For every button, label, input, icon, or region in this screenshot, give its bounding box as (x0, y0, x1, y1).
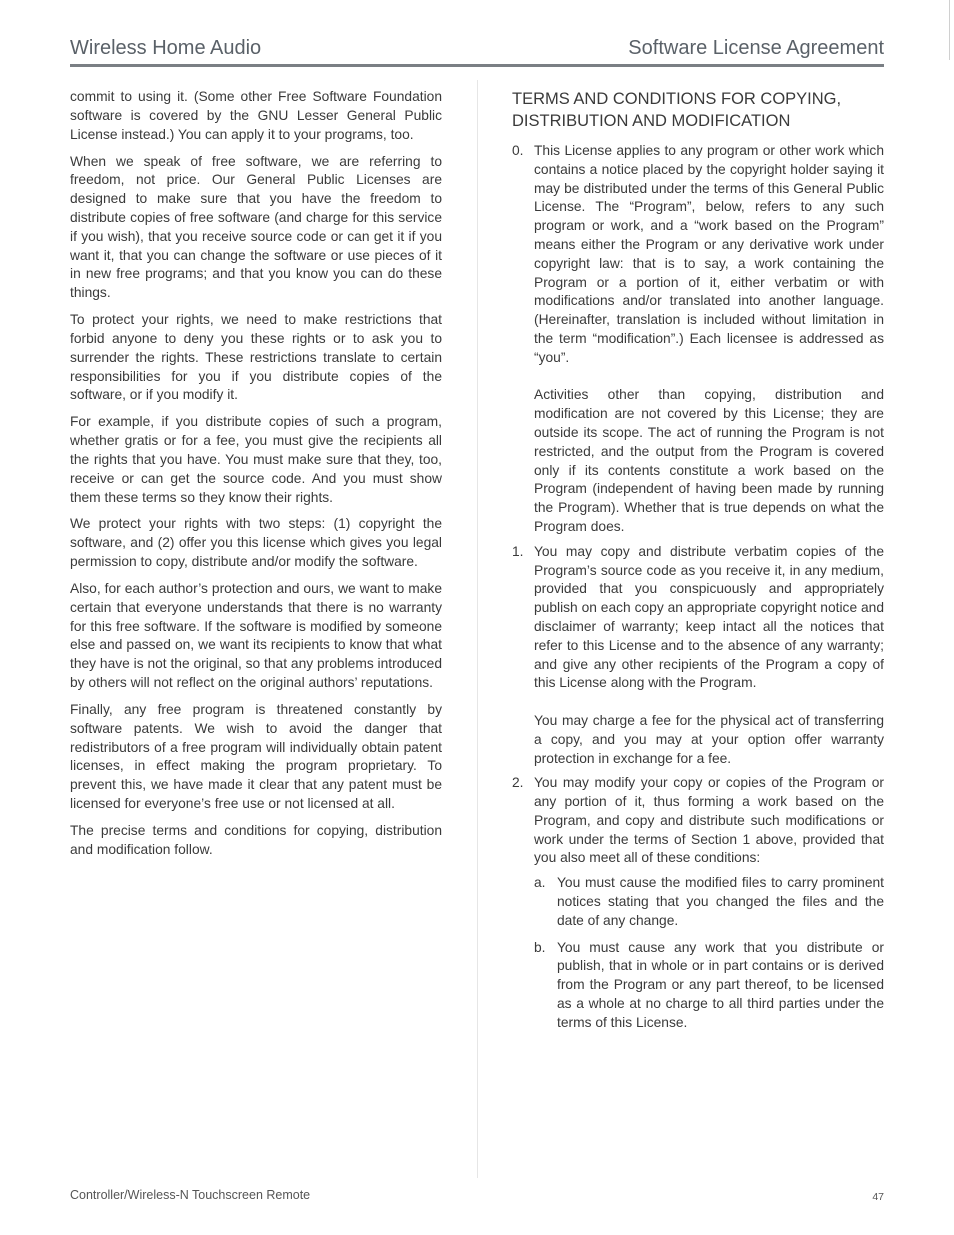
body-paragraph: The precise terms and conditions for copying, distribution and modification follow. (70, 823, 442, 857)
subitem-text: You must cause the modified files to carry prominent notices stating that you changed the files and the date of any change. (557, 875, 884, 928)
item-number: 0. (512, 143, 524, 158)
body-paragraph: commit to using it. (Some other Free Software Foundation software is covered by the GNU Lesser General Public License instead.) You can apply it to your programs, too. (70, 89, 442, 142)
body-paragraph: We protect your rights with two steps: (1) copyright the software, and (2) offer you this license which gives you legal permission to copy, distribute and/or modify the software. (70, 516, 442, 570)
page-number: 47 (872, 1191, 884, 1203)
terms-item-2 (512, 774, 884, 1032)
subitem-text: You must cause any work that you distribute or publish, that in whole or in part contains or is derived from the Program or any part thereof, to be licensed as a whole at no charge to all third parties under the terms of this License. (557, 939, 884, 1030)
body-paragraph: When we speak of free software, we are referring to freedom, not price. Our General Public Licenses are designed to make sure that you have the freedom to distribute copies of free software (and charge for this service if you wish), that you receive source code or can get it if you want it, that you can change the software or use pieces of it in new free programs; and that you know you can do these things. (70, 153, 442, 301)
terms-heading-line: TERMS AND CONDITIONS FOR COPYING, (512, 90, 842, 108)
terms-heading-line: DISTRIBUTION AND MODIFICATION (512, 112, 791, 130)
body-paragraph: For example, if you distribute copies of such a program, whether gratis or for a fee, you must give the recipients all the rights that you have. You must make sure that they, too, receive or can get the source code. And you must show them these terms so they know their rights. (70, 414, 442, 505)
column-divider (477, 80, 478, 1178)
item-paragraph: You may charge a fee for the physical act of transferring a copy, and you may at your option offer warranty protection in exchange for a fee. (534, 712, 884, 766)
footer-product-name: Controller/Wireless-N Touchscreen Remote (70, 1188, 311, 1202)
left-column (70, 88, 442, 868)
terms-subitem-b (534, 939, 884, 1033)
item-paragraph: This License applies to any program or other work which contains a notice placed by the copyright holder saying it may be distributed under the terms of this General Public License. The “Program”, below, refers to any such program or work, and a “work based on the Program” means either the Program or any derivative work under copyright law: that is to say, a work containing the Program or a portion of it, either verbatim or with modifications and/or translated into another language. (Hereinafter, translation is included without limitation in the term “modification”.) Each licensee is addressed as “you”. (534, 143, 884, 365)
header-product-title: Wireless Home Audio (70, 37, 262, 59)
body-paragraph: Also, for each author’s protection and ours, we want to make certain that everyone understands that there is no warranty for this free software. If the software is modified by someone else and passed on, we want its recipients to know that what they have is not the original, so that any problems introduced by others will not reflect on the original authors’ reputations. (70, 581, 442, 691)
item-paragraph: You may copy and distribute verbatim copies of the Program’s source code as you receive it, in any medium, provided that you conspicuously and appropriately publish on each copy an appropriate copyright notice and disclaimer of warranty; keep intact all the notices that refer to this License and to the absence of any warranty; and give any other recipients of the Program a copy of this License along with the Program. (534, 543, 884, 691)
item-paragraph: You may modify your copy or copies of the Program or any portion of it, thus forming a work based on the Program, and copy and distribute such modifications or work under the terms of Section 1 above, provided that you also meet all of these conditions: (534, 775, 884, 866)
terms-heading (512, 88, 884, 132)
item-paragraph: Activities other than copying, distribution and modification are not covered by this License; they are outside its scope. The act of running the Program is not restricted, and the output from the Program is covered only if its contents constitute a work based on the Program (independent of having been made by running the Program). Whether that is true depends on what the Program does. (534, 387, 884, 534)
subitem-letter: b. (534, 939, 546, 955)
item-number: 2. (512, 775, 524, 791)
body-paragraph: Finally, any free program is threatened constantly by software patents. We wish to avoid the danger that redistributors of a free program will individually obtain patent licenses, in effect making the program proprietary. To prevent this, we have made it clear that any patent must be licensed for everyone’s free use or not licensed at all. (70, 702, 442, 812)
terms-item-0 (512, 142, 884, 537)
header-rule (70, 64, 884, 67)
page-edge-mark (949, 0, 954, 60)
terms-subitem-a (534, 874, 884, 930)
item-number: 1. (512, 543, 524, 559)
subitem-letter: a. (534, 875, 546, 891)
body-paragraph: To protect your rights, we need to make restrictions that forbid anyone to deny you these rights or to ask you to surrender the rights. These restrictions translate to certain responsibilities for you if you distribute copies of the software, or if you modify it. (70, 312, 442, 403)
header-section-title: Software License Agreement (628, 37, 884, 59)
right-column (512, 88, 884, 1041)
terms-item-1 (512, 543, 884, 769)
